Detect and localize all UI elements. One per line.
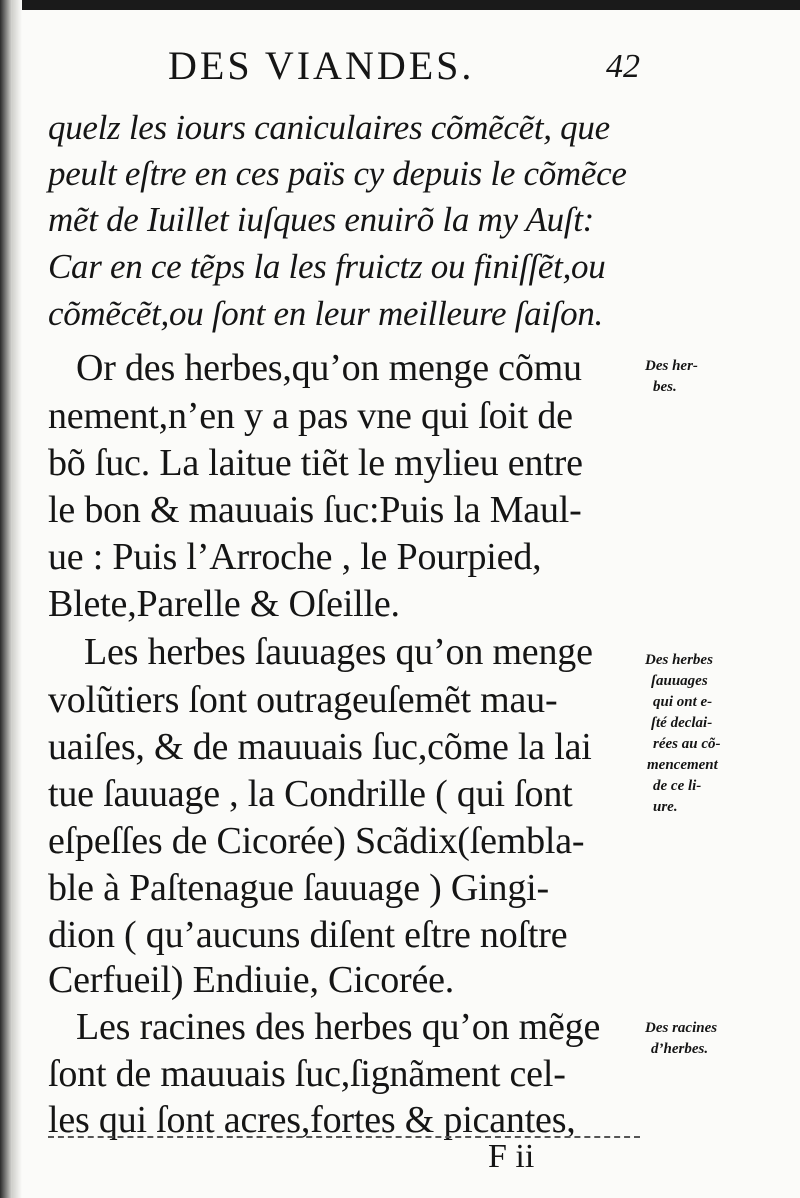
text-line: quelz les iours caniculaires cõmẽcẽt, que bbox=[48, 108, 610, 147]
text-line: Car en ce tẽps la les fruictz ou finiſſẽt,ou bbox=[48, 247, 606, 286]
text-line: ue : Puis l’Arroche , le Pourpied, bbox=[48, 536, 542, 578]
text-line: Les herbes ſauuages qu’on menge bbox=[84, 631, 593, 673]
text-line: le bon & mauuais ſuc:Puis la Maul- bbox=[48, 489, 582, 531]
text-line: dion ( qu’aucuns diſent eſtre noſtre bbox=[48, 914, 568, 956]
text-line: Blete,Parelle & Oſeille. bbox=[48, 583, 400, 625]
text-line: peult eſtre en ces païs cy depuis le cõmẽce bbox=[48, 154, 627, 193]
page-top-edge bbox=[0, 0, 800, 10]
page-gutter-fade bbox=[12, 0, 22, 1198]
marginal-line: de ce li- bbox=[653, 778, 702, 794]
text-line: uaiſes, & de mauuais ſuc,cõme la lai bbox=[48, 726, 592, 768]
marginal-note-herbes bbox=[645, 356, 698, 398]
text-line: Or des herbes,qu’on menge cõmu bbox=[76, 347, 582, 389]
page-number: 42 bbox=[606, 48, 640, 85]
text-line: ſont de mauuais ſuc,ſignãment cel- bbox=[48, 1053, 566, 1095]
text-line: mẽt de Iuillet iuſques enuirõ la my Auſt: bbox=[48, 200, 594, 239]
text-line: eſpeſſes de Cicorée) Scãdix(ſembla- bbox=[48, 820, 585, 862]
text-line: Cerfueil) Endiuie, Cicorée. bbox=[48, 959, 455, 1001]
marginal-line: mencement bbox=[647, 757, 718, 773]
marginal-line: Des her- bbox=[645, 358, 698, 374]
text-line: nement,n’en y a pas vne qui ſoit de bbox=[48, 395, 573, 437]
text-line: cõmẽcẽt,ou ſont en leur meilleure ſaiſon. bbox=[48, 294, 603, 333]
marginal-line: ure. bbox=[653, 799, 678, 815]
marginal-line: Des herbes bbox=[645, 652, 713, 668]
marginal-line: ſauuages bbox=[651, 673, 708, 689]
marginal-line: rées au cõ- bbox=[653, 736, 721, 752]
text-line: volũtiers ſont outrageuſemẽt mau- bbox=[48, 679, 558, 721]
text-line: ble à Paſtenague ſauuage ) Gingi- bbox=[48, 867, 549, 909]
marginal-note-racines bbox=[645, 1018, 717, 1060]
marginal-line: Des racines bbox=[645, 1020, 718, 1036]
text-line: Les racines des herbes qu’on mẽge bbox=[76, 1006, 601, 1048]
marginal-line: d’herbes. bbox=[651, 1041, 709, 1057]
running-head: DES VIANDES. bbox=[168, 43, 475, 88]
text-line: tue ſauuage , la Condrille ( qui ſont bbox=[48, 773, 573, 815]
text-line: bõ ſuc. La laitue tiẽt le mylieu entre bbox=[48, 442, 583, 484]
marginal-note-herbes-sauuages bbox=[645, 650, 721, 818]
signature-mark: F ii bbox=[488, 1138, 535, 1175]
marginal-line: qui ont e- bbox=[653, 694, 713, 710]
page-gutter-shadow bbox=[0, 0, 12, 1198]
footer-rule bbox=[48, 1136, 640, 1138]
marginal-line: ſté declai- bbox=[651, 715, 713, 731]
marginal-line: bes. bbox=[653, 379, 677, 395]
text-line: les qui ſont acres,fortes & picantes, bbox=[48, 1099, 576, 1141]
